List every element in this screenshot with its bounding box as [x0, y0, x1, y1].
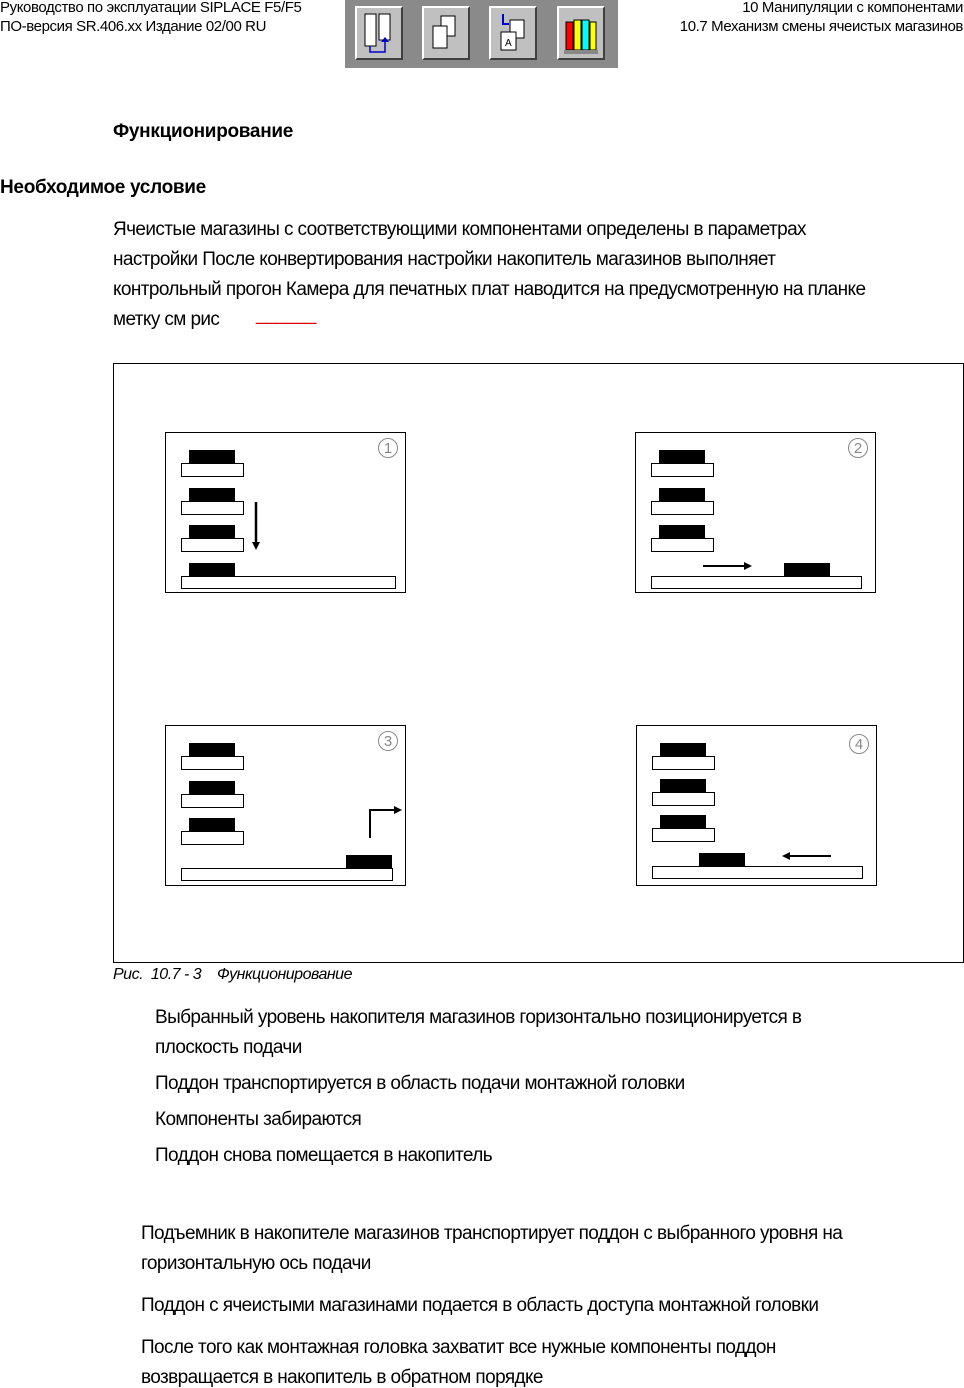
section-title: Функционирование [113, 121, 294, 142]
header-version: ПО-версия SR.406.xx Издание 02/00 RU [0, 18, 267, 35]
tray [652, 828, 715, 842]
tray [651, 501, 714, 515]
header-section: 10.7 Механизм смены ячеистых магазинов [679, 18, 963, 35]
magazine [660, 815, 706, 828]
description-text: Подъемник в накопителе магазинов транспортирует поддон с выбранного уровня на [141, 1223, 843, 1244]
step-text: Компоненты забираются [155, 1109, 362, 1130]
magazine [660, 779, 706, 792]
magazine [346, 855, 392, 868]
magazine [660, 743, 706, 756]
tray [652, 792, 715, 806]
feed-rail [181, 868, 393, 881]
paragraph-line: метку см рис [113, 309, 220, 330]
step-text: плоскость подачи [155, 1037, 302, 1058]
magazine [189, 450, 235, 463]
step-number: 3 [378, 731, 398, 751]
magazine [189, 743, 235, 756]
description-text: горизонтальную ось подачи [141, 1253, 371, 1274]
figure-caption [113, 966, 352, 984]
contents-icon[interactable] [355, 6, 403, 60]
prerequisite-title: Необходимое условие [0, 177, 206, 198]
arrow-right-icon [702, 560, 754, 572]
paragraph-line: Ячеистые магазины с соответствующими компонентами определены в параметрах [113, 219, 806, 240]
caption-number: 10.7 - 3 [150, 966, 202, 983]
pages-icon[interactable] [422, 6, 470, 60]
caption-title: Функционирование [216, 966, 352, 983]
tray [652, 756, 715, 770]
paragraph-line: настройки После конвертирования настройки накопитель магазинов выполняет [113, 249, 776, 270]
magazine [189, 525, 235, 538]
magazine [659, 488, 705, 501]
tray [181, 538, 244, 552]
index-icon[interactable] [489, 6, 537, 60]
arrow-up-right-icon [366, 804, 404, 838]
tray [651, 463, 714, 477]
step-text: Поддон снова помещается в накопитель [155, 1145, 493, 1166]
magazine [659, 450, 705, 463]
feed-rail [181, 576, 396, 589]
step-number: 4 [849, 734, 869, 754]
caption-prefix: Рис. [113, 966, 144, 983]
header-manual-title: Руководство по эксплуатации SIPLACE F5/F5 [0, 0, 302, 16]
step-number: 1 [378, 438, 398, 458]
feed-rail [652, 866, 863, 879]
tray [181, 794, 244, 808]
description-text: возвращается в накопитель в обратном порядке [141, 1367, 543, 1388]
tray [651, 538, 714, 552]
magazine [189, 563, 235, 576]
paragraph-line: контрольный прогон Камера для печатных плат наводится на предусмотренную на планке [113, 279, 866, 300]
step-number: 2 [848, 438, 868, 458]
magazine [189, 781, 235, 794]
library-icon[interactable] [557, 6, 605, 60]
magazine [659, 525, 705, 538]
description-text: Поддон с ячеистыми магазинами подается в область доступа монтажной головки [141, 1295, 819, 1316]
feed-rail [651, 576, 862, 589]
tray [181, 831, 244, 845]
magazine [784, 563, 830, 576]
svg-text:A: A [505, 38, 512, 49]
figure-reference-link[interactable]: ______ [256, 304, 316, 325]
step-text: Поддон транспортируется в область подачи монтажной головки [155, 1073, 685, 1094]
arrow-left-icon [780, 850, 832, 862]
arrow-down-icon [250, 500, 262, 552]
magazine [189, 488, 235, 501]
description-text: После того как монтажная головка захватит все нужные компоненты поддон [141, 1337, 776, 1358]
tray [181, 463, 244, 477]
tray [181, 501, 244, 515]
magazine [699, 853, 745, 866]
tray [181, 756, 244, 770]
step-text: Выбранный уровень накопителя магазинов горизонтально позиционируется в [155, 1007, 802, 1028]
magazine [189, 818, 235, 831]
navigation-toolbar [345, 0, 618, 68]
header-chapter: 10 Манипуляции с компонентами [742, 0, 963, 16]
